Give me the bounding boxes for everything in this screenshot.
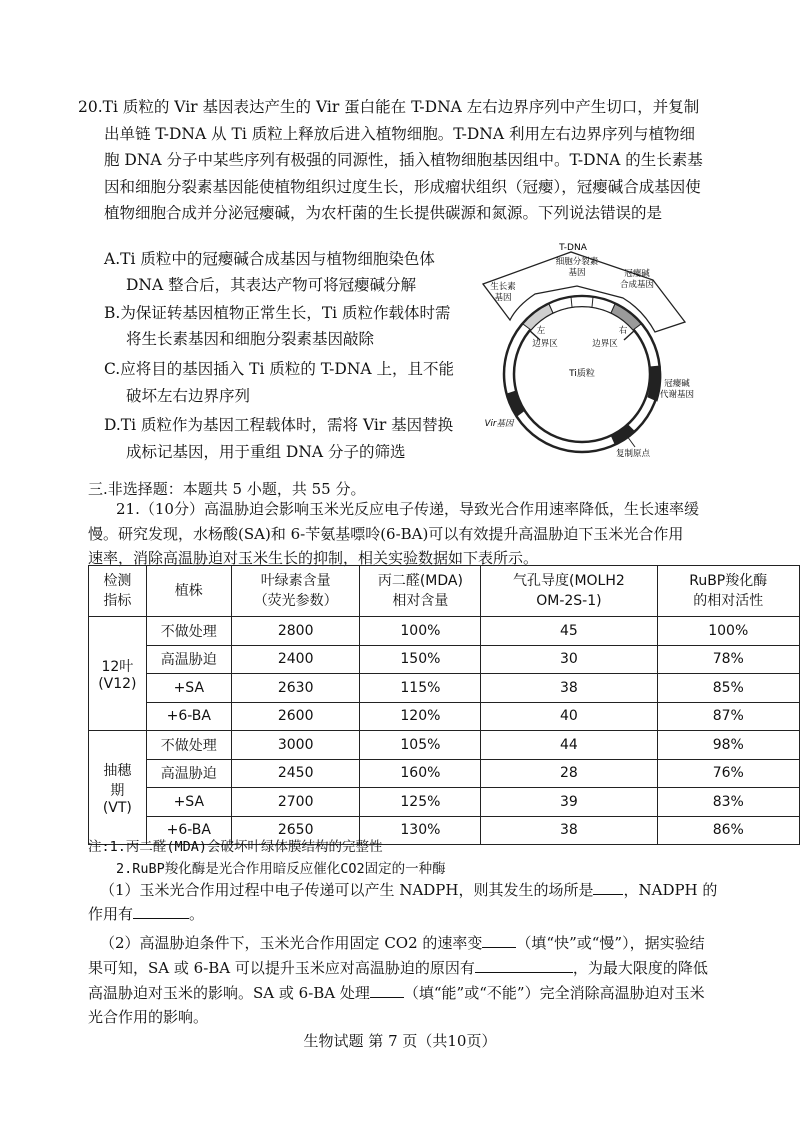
table-cell: 不做处理 xyxy=(146,617,231,646)
table-cell: 105% xyxy=(360,731,481,760)
cytokinin-gene-label-1: 细胞分裂素 xyxy=(555,257,599,267)
table-cell: 不做处理 xyxy=(146,731,231,760)
table-row xyxy=(89,731,800,760)
table-cell: 40 xyxy=(481,702,657,731)
table-cell: 38 xyxy=(481,674,657,703)
table-cell: 150% xyxy=(360,645,481,674)
table-cell: +SA xyxy=(146,674,231,703)
table-cell: 2650 xyxy=(231,816,360,845)
table-cell: 3000 xyxy=(231,731,360,760)
q21-part2-line-3: 高温胁迫对玉米的影响。SA 或 6-BA 处理 （填“能”或“不能”）完全消除高温胁迫对玉米 xyxy=(88,980,705,1006)
group-vt-label: 抽穗 期 (VT) xyxy=(89,731,147,845)
ti-plasmid-label: Ti质粒 xyxy=(569,369,595,379)
right-border-label-2: 边界区 xyxy=(592,339,618,349)
option-c-line-1: C.应将目的基因插入 Ti 质粒的 T-DNA 上，且不能 xyxy=(104,360,454,378)
header-mda: 丙二醛(MDA) 相对含量 xyxy=(360,566,481,617)
group-v12-label: 12叶 (V12) xyxy=(89,617,147,731)
table-cell: 83% xyxy=(657,788,800,817)
section-3-heading: 三.非选择题：本题共 5 小题，共 55 分。 xyxy=(88,480,366,498)
table-cell: 87% xyxy=(657,702,800,731)
table-cell: +SA xyxy=(146,788,231,817)
table-cell: 2450 xyxy=(231,759,360,788)
table-cell: 78% xyxy=(657,645,800,674)
q21-intro-line-3: 速率，消除高温胁迫对玉米生长的抑制，相关实验数据如下表所示。 xyxy=(88,549,539,567)
table-cell: 98% xyxy=(657,731,800,760)
q21-part1-line-1: （1）玉米光合作用过程中电子传递可以产生 NADPH，则其发生的场所是 ，NADPH 的 xyxy=(100,877,717,903)
table-row xyxy=(89,674,800,703)
opine-synthesis-gene-label-1: 冠瘿碱 xyxy=(624,269,650,279)
tdna-label: T-DNA xyxy=(559,243,587,253)
replication-origin-label: 复制原点 xyxy=(615,449,651,459)
answer-blank-4[interactable] xyxy=(475,956,573,973)
q20-line-4: 因和细胞分裂素基因能使植物组织过度生长，形成瘤状组织（冠瘿），冠瘿碱合成基因使 xyxy=(104,177,701,196)
table-cell: 2630 xyxy=(231,674,360,703)
q21-part2-line-4: 光合作用的影响。 xyxy=(88,1008,209,1026)
table-cell: 130% xyxy=(360,816,481,845)
q20-line-1: 20.Ti 质粒的 Vir 基因表达产生的 Vir 蛋白能在 T-DNA 左右边界序列中产生切口，并复制 xyxy=(78,98,700,116)
header-stomatal: 气孔导度(MOLH2 OM-2S-1) xyxy=(481,566,657,617)
cytokinin-gene-label-2: 基因 xyxy=(568,268,586,278)
table-cell: 76% xyxy=(657,759,800,788)
table-cell: 39 xyxy=(481,788,657,817)
table-cell: 115% xyxy=(360,674,481,703)
table-cell: 160% xyxy=(360,759,481,788)
option-a-line-1: A.Ti 质粒中的冠瘿碱合成基因与植物细胞染色体 xyxy=(104,250,435,268)
q20-line-5: 植物细胞合成并分泌冠瘿碱，为农杆菌的生长提供碳源和氮源。下列说法错误的是 xyxy=(104,204,663,222)
table-cell: 2600 xyxy=(231,702,360,731)
option-d-line-2: 成标记基因，用于重组 DNA 分子的筛选 xyxy=(126,443,406,461)
answer-blank-5[interactable] xyxy=(370,981,404,998)
left-border-label-2: 边界区 xyxy=(532,339,558,349)
table-cell: 120% xyxy=(360,702,481,731)
q21-intro-line-2: 慢。研究发现，水杨酸(SA)和 6-苄氨基嘌呤(6-BA)可以有效提升高温胁迫下玉米光合作用 xyxy=(88,525,684,543)
header-chlorophyll: 叶绿素含量 （荧光参数） xyxy=(231,566,360,617)
table-cell: 2400 xyxy=(231,645,360,674)
option-b-line-1: B.为保证转基因植物正常生长，Ti 质粒作载体时需 xyxy=(104,304,451,322)
table-cell: 高温胁迫 xyxy=(146,759,231,788)
ti-plasmid-diagram xyxy=(465,236,695,461)
table-cell: 85% xyxy=(657,674,800,703)
option-b-line-2: 将生长素基因和细胞分裂素基因敲除 xyxy=(126,330,375,348)
experiment-data-table xyxy=(88,565,800,845)
table-row xyxy=(89,759,800,788)
option-d-line-1: D.Ti 质粒作为基因工程载体时，需将 Vir 基因替换 xyxy=(104,416,454,434)
table-cell: 86% xyxy=(657,816,800,845)
opine-synthesis-gene-label-2: 合成基因 xyxy=(619,280,655,290)
question-20-stem xyxy=(78,94,718,227)
q20-line-2: 出单链 T-DNA 从 Ti 质粒上释放后进入植物细胞。T-DNA 利用左右边界序列与植物细 xyxy=(104,124,695,143)
option-c-line-2: 破坏左右边界序列 xyxy=(126,387,251,405)
table-cell: 100% xyxy=(657,617,800,646)
page-footer: 生物试题 第 7 页（共10页） xyxy=(303,1032,497,1050)
table-cell: 45 xyxy=(481,617,657,646)
opine-catabolism-label-2: 代谢基因 xyxy=(659,390,695,400)
table-note-2: 2.RuBP羧化酶是光合作用暗反应催化CO2固定的一种酶 xyxy=(116,861,446,877)
q21-part2-line-2: 果可知，SA 或 6-BA 可以提升玉米应对高温胁迫的原因有 ，为最大限度的降低 xyxy=(88,955,708,981)
q21-intro-line-1: 21.（10分）高温胁迫会影响玉米光反应电子传递，导致光合作用速率降低，生长速率缓 xyxy=(116,500,699,518)
q20-line-3: 胞 DNA 分子中某些序列有极强的同源性，插入植物细胞基因组中。T-DNA 的生长素基 xyxy=(104,151,703,169)
table-cell: 100% xyxy=(360,617,481,646)
table-cell: +6-BA xyxy=(146,816,231,845)
header-plant: 植株 xyxy=(146,566,231,617)
table-cell: 高温胁迫 xyxy=(146,645,231,674)
table-row xyxy=(89,702,800,731)
auxin-gene-label-1: 生长素 xyxy=(490,282,516,292)
header-rubp: RuBP羧化酶 的相对活性 xyxy=(657,566,800,617)
q21-part2-line-1: （2）高温胁迫条件下，玉米光合作用固定 CO2 的速率变 （填“快”或“慢”），据实验结 xyxy=(100,930,705,956)
auxin-gene-label-2: 基因 xyxy=(494,293,512,303)
right-border-label-1: 右 xyxy=(618,326,628,336)
table-cell: 125% xyxy=(360,788,481,817)
left-border-label-1: 左 xyxy=(536,326,546,336)
answer-blank-1[interactable] xyxy=(593,878,623,895)
answer-blank-2[interactable] xyxy=(133,902,189,919)
table-note-1: 注:1.丙二醛(MDA)会破坏叶绿体膜结构的完整性 xyxy=(88,839,383,855)
header-indicator: 检测 指标 xyxy=(89,566,147,617)
table-cell: 28 xyxy=(481,759,657,788)
table-cell: 2800 xyxy=(231,617,360,646)
opine-catabolism-label-1: 冠瘿碱 xyxy=(664,379,690,389)
table-row xyxy=(89,645,800,674)
table-header-row xyxy=(89,566,800,617)
table-row xyxy=(89,617,800,646)
table-cell: 38 xyxy=(481,816,657,845)
table-cell: 30 xyxy=(481,645,657,674)
answer-blank-3[interactable] xyxy=(482,931,516,948)
table-cell: +6-BA xyxy=(146,702,231,731)
table-row xyxy=(89,788,800,817)
table-cell: 44 xyxy=(481,731,657,760)
option-a-line-2: DNA 整合后，其表达产物可将冠瘿碱分解 xyxy=(126,276,417,294)
table-cell: 2700 xyxy=(231,788,360,817)
vir-gene-label: Vir基因 xyxy=(484,419,514,429)
q21-part1-line-2: 作用有 。 xyxy=(88,901,204,927)
